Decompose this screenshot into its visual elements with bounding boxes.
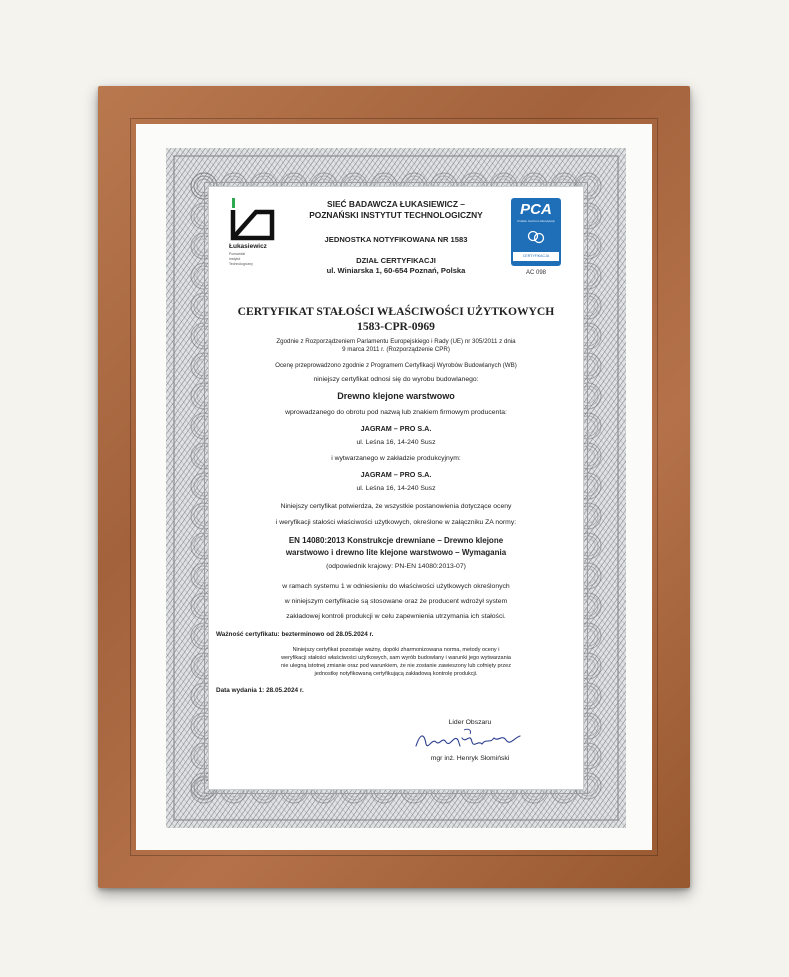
product-name: Drewno klejone warstwowo [337,391,455,401]
plant-name: JAGRAM – PRO S.A. [360,470,432,479]
pca-brand: PCA [520,201,552,218]
org-line-2: POZNAŃSKI INSTYTUT TECHNOLOGICZNY [309,210,483,220]
logo-left-sub1: Poznański [229,252,246,256]
regulation-line-2: 9 marca 2011 r. (Rozporządzenie CPR) [342,346,450,353]
applies-to-text: niniejszy certyfikat odnosi się do wyrobu budowlanego: [313,376,479,383]
remains-line-3: nie ulegną istotnej zmianie oraz pod warunkiem, że nie zostanie zawieszony lub cofnięty przez [281,663,511,669]
logo-left-sub2: Instytut [229,257,241,261]
manufactured-at-text: i wytwarzanego w zakładzie produkcyjnym: [331,455,461,462]
signatory-role: Lider Obszaru [448,719,492,726]
lukasiewicz-logo [228,198,280,278]
accreditation-code: AC 098 [525,270,546,276]
pca-subtitle: Polskie Centrum Akredytacji [517,219,555,223]
signatory-name: mgr inż. Henryk Słomiński [430,755,510,762]
programme-text: Ocenę przeprowadzono zgodnie z Programem Certyfikacji Wyrobów Budowlanych (WB) [275,362,517,369]
notified-body: JEDNOSTKA NOTYFIKOWANA NR 1583 [324,235,468,244]
logo-left-sub3: Technologiczny [229,262,253,266]
system-line-3: zakładowej kontroli produkcji w celu zapewnienia utrzymania ich stałości. [286,613,506,620]
certificate-number: 1583-CPR-0969 [357,320,435,333]
system-line-1: w ramach systemu 1 w odniesieniu do właściwości użytkowych określonych [282,583,510,590]
producer-address: ul. Leśna 16, 14-240 Susz [356,439,436,446]
producer-name: JAGRAM – PRO S.A. [360,424,432,433]
standard-line-1: EN 14080:2013 Konstrukcje drewniane – Drewno klejone [288,536,504,545]
pca-accreditation-logo [511,198,561,266]
remains-line-4: jednostkę notyfikowaną certyfikującą zakładową kontrolę produkcji. [314,671,478,677]
confirms-line-2: i weryfikacji stałości właściwości użytkowych, określone w załączniku ZA normy: [275,519,517,526]
regulation-line-1: Zgodnie z Rozporządzeniem Parlamentu Europejskiego i Rady (UE) nr 305/2011 z dnia [276,338,516,345]
plant-address: ul. Leśna 16, 14-240 Susz [356,485,436,492]
issue-date: Data wydania 1: 28.05.2024 r. [216,687,304,694]
placed-by-text: wprowadzanego do obrotu pod nazwą lub znakiem firmowym producenta: [285,409,507,416]
handwritten-signature [414,724,524,754]
certificate-title: CERTYFIKAT STAŁOŚCI WŁAŚCIWOŚCI UŻYTKOWYCH [237,305,555,318]
confirms-line-1: Niniejszy certyfikat potwierdza, że wszystkie postanowienia dotyczące oceny [280,503,512,510]
org-line-1: SIEĆ BADAWCZA ŁUKASIEWICZ – [327,199,465,209]
validity-text: Ważność certyfikatu: bezterminowo od 28.05.2024 r. [216,631,374,638]
national-equivalent: (odpowiednik krajowy: PN-EN 14080:2013-07) [326,563,466,570]
department-address: ul. Winiarska 1, 60-654 Poznań, Polska [326,266,466,275]
department: DZIAŁ CERTYFIKACJI [356,256,436,265]
remains-line-2: weryfikacji stałości właściwości użytkowych, sam wyrób budowlany i warunki jego wytwarzania [281,655,511,661]
remains-line-1: Niniejszy certyfikat pozostaje ważny, dopóki zharmonizowana norma, metody oceny i [292,647,500,653]
logo-left-name: Łukasiewicz [229,243,267,250]
pca-rings-icon [526,230,546,244]
pca-badge: CERTYFIKACJA WYROBÓW [513,252,559,261]
standard-line-2: warstwowo i drewno lite klejone warstwowo – Wymagania [285,548,507,557]
system-line-2: w niniejszym certyfikacie są stosowane oraz że producent wdrożył system [284,598,508,605]
